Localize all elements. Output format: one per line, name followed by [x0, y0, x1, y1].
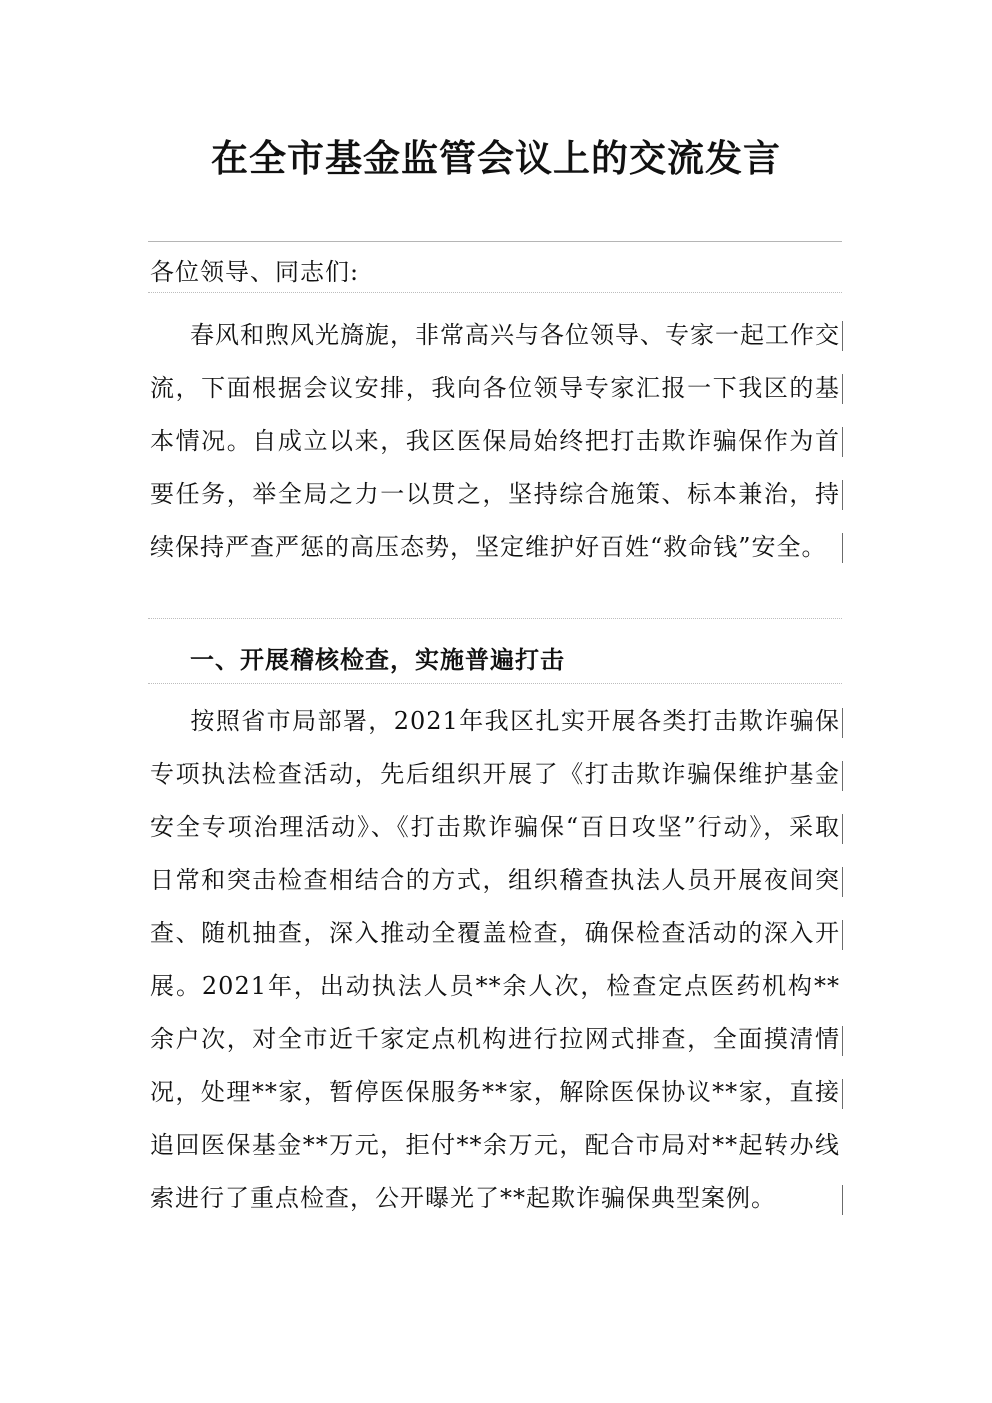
margin-bar	[842, 374, 843, 404]
margin-bar	[842, 1185, 843, 1215]
divider-line	[148, 241, 842, 242]
margin-bar	[842, 920, 843, 950]
divider-line	[148, 683, 842, 684]
margin-bar	[842, 1026, 843, 1056]
margin-bar	[842, 480, 843, 510]
divider-line	[148, 292, 842, 293]
margin-bar	[842, 708, 843, 738]
margin-bar	[842, 867, 843, 897]
margin-bar	[842, 533, 843, 563]
margin-bar	[842, 1079, 843, 1109]
section-heading: 一、开展稽核检查，实施普遍打击	[190, 645, 565, 674]
section-paragraph-text: 按照省市局部署，2021年我区扎实开展各类打击欺诈骗保专项执法检查活动，先后组织开展了《打击欺诈骗保维护基金安全专项治理活动》、《打击欺诈骗保“百日攻坚”行动》，采取日常和突击检查相结合的方式，组织稽查执法人员开展夜间突查、随机抽查，深入推动全覆盖检查，确保检查活动的深入开展。2021年，出动执法人员**余人次，检查定点医药机构**余户次，对全市近千家定点机构进行拉网式排查，全面摸清情况，处理**家，暂停医保服务**家，解除医保协议**家，直接追回医保基金**万元，拒付**余万元，配合市局对**起转办线索进行了重点检查，公开曝光了**起欺诈骗保典型案例。	[150, 707, 840, 1212]
margin-bar	[842, 814, 843, 844]
margin-bar	[842, 427, 843, 457]
document-title: 在全市基金监管会议上的交流发言	[211, 136, 781, 180]
margin-bar	[842, 761, 843, 791]
margin-bar	[842, 321, 843, 351]
divider-line	[148, 618, 842, 619]
salutation: 各位领导、同志们:	[150, 258, 360, 286]
intro-paragraph-text: 春风和煦风光旖旎，非常高兴与各位领导、专家一起工作交流，下面根据会议安排，我向各位领导专家汇报一下我区的基本情况。自成立以来，我区医保局始终把打击欺诈骗保作为首要任务，举全局之力一以贯之，坚持综合施策、标本兼治，持续保持严查严惩的高压态势，坚定维护好百姓“救命钱”安全。	[150, 321, 840, 561]
section-paragraph	[150, 695, 840, 1225]
intro-paragraph	[150, 309, 840, 574]
